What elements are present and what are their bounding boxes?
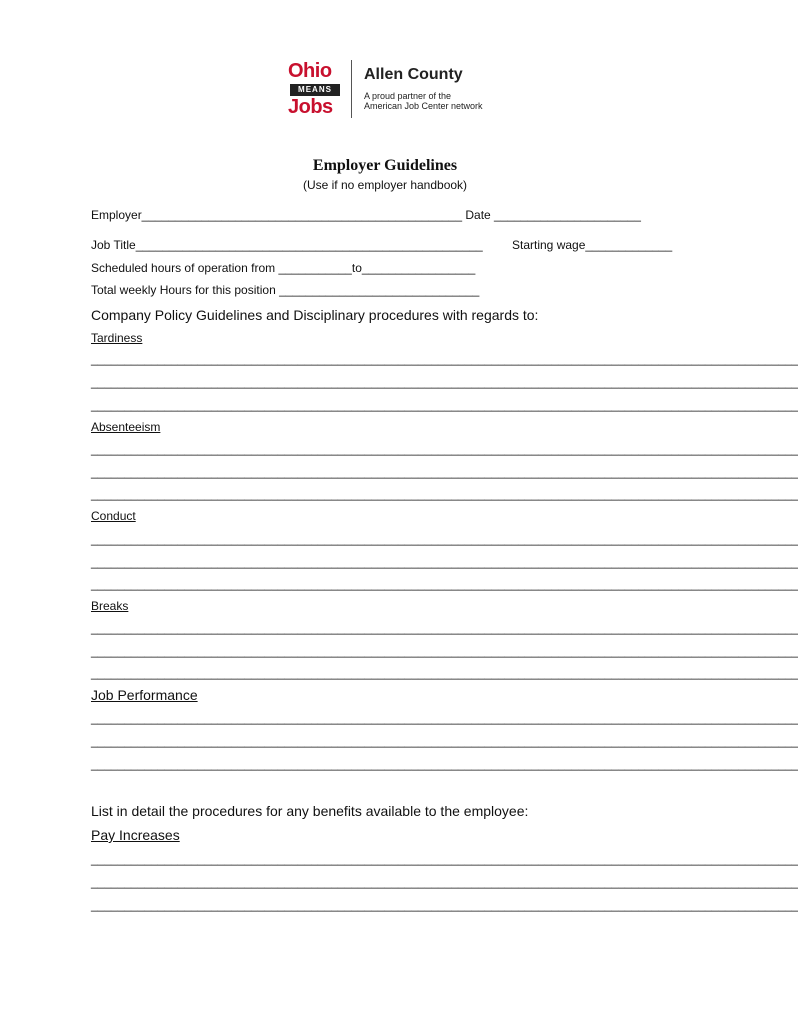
benefits-heading: List in detail the procedures for any benefits available to the employee: (91, 803, 529, 819)
starting-wage-field[interactable]: Starting wage_____________ (512, 238, 673, 252)
write-line[interactable]: __________________________________________________________________________________________________________ (91, 442, 798, 456)
section-pay-increases: Pay Increases (91, 827, 180, 843)
logo-means-text: MEANS (290, 84, 340, 96)
section-tardiness: Tardiness (91, 331, 143, 345)
write-line[interactable]: __________________________________________________________________________________________________________ (91, 532, 798, 546)
logo-jobs-text: Jobs (288, 96, 333, 118)
write-line[interactable]: __________________________________________________________________________________________________________ (91, 487, 798, 501)
logo-ohio-text: Ohio (288, 60, 332, 82)
scheduled-hours-field[interactable]: Scheduled hours of operation from ___________to_________________ (91, 261, 476, 275)
logo-partner-line1: A proud partner of the (364, 91, 452, 101)
write-line[interactable]: __________________________________________________________________________________________________________ (91, 852, 798, 866)
write-line[interactable]: __________________________________________________________________________________________________________ (91, 398, 798, 412)
write-line[interactable]: __________________________________________________________________________________________________________ (91, 666, 798, 680)
section-breaks: Breaks (91, 599, 129, 613)
write-line[interactable]: __________________________________________________________________________________________________________ (91, 375, 798, 389)
write-line[interactable]: __________________________________________________________________________________________________________ (91, 465, 798, 479)
write-line[interactable]: __________________________________________________________________________________________________________ (91, 757, 798, 771)
logo-divider (351, 60, 352, 118)
policy-heading: Company Policy Guidelines and Disciplinary procedures with regards to: (91, 307, 539, 323)
write-line[interactable]: __________________________________________________________________________________________________________ (91, 734, 798, 748)
write-line[interactable]: __________________________________________________________________________________________________________ (91, 577, 798, 591)
write-line[interactable]: __________________________________________________________________________________________________________ (91, 875, 798, 889)
page-title: Employer Guidelines (312, 157, 458, 174)
logo-county-text: Allen County (364, 66, 463, 83)
section-absenteeism: Absenteeism (91, 420, 161, 434)
write-line[interactable]: __________________________________________________________________________________________________________ (91, 352, 798, 366)
write-line[interactable]: __________________________________________________________________________________________________________ (91, 644, 798, 658)
logo-partner-text (364, 91, 483, 111)
section-job-performance: Job Performance (91, 687, 198, 703)
logo-partner-line2: American Job Center network (364, 101, 483, 111)
write-line[interactable]: __________________________________________________________________________________________________________ (91, 711, 798, 725)
page-subtitle: (Use if no employer handbook) (302, 178, 468, 192)
employer-date-field[interactable]: Employer________________________________________________ Date ______________________ (91, 208, 641, 222)
weekly-hours-field[interactable]: Total weekly Hours for this position ______________________________ (91, 283, 480, 297)
ohiomeansjobs-logo (288, 58, 488, 122)
section-conduct: Conduct (91, 509, 136, 523)
write-line[interactable]: __________________________________________________________________________________________________________ (91, 621, 798, 635)
write-line[interactable]: __________________________________________________________________________________________________________ (91, 898, 798, 912)
write-line[interactable]: __________________________________________________________________________________________________________ (91, 555, 798, 569)
job-title-field[interactable]: Job Title____________________________________________________ (91, 238, 483, 252)
